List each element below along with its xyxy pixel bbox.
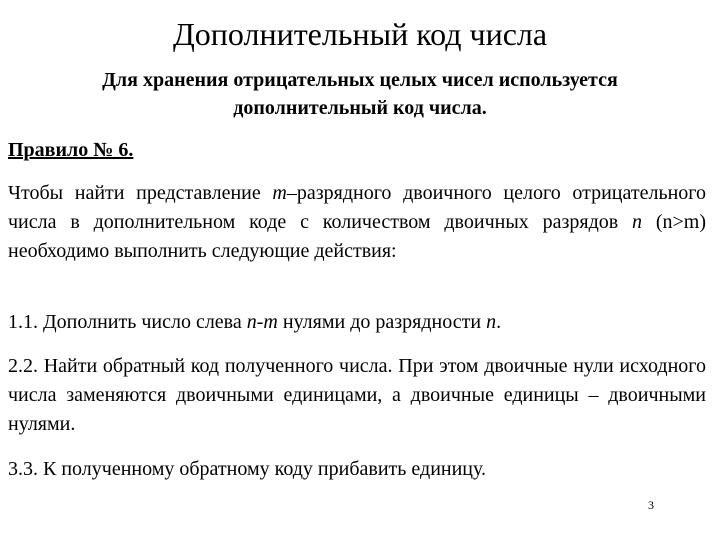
var-n-step1: n <box>486 311 497 333</box>
var-m: m <box>272 182 287 204</box>
page-number: 3 <box>648 498 654 512</box>
step-2-paragraph: 2.2. Найти обратный код полученного числа. При этом двоичные нули исходного числа заменяются двоичными единицами, а двоичные единицы – двоичными нулями. <box>8 355 706 435</box>
var-n: n <box>632 211 643 233</box>
intro-paragraph <box>8 179 706 266</box>
step-3-paragraph: 3.3. К полученному обратному коду прибавить единицу. <box>8 458 486 480</box>
step1-text-b: нулями до разрядности <box>277 311 487 333</box>
step1-text-c: . <box>496 311 502 333</box>
slide-title: Дополнительный код числа <box>172 16 548 52</box>
var-n-minus-m: n-m <box>246 311 278 333</box>
rule-heading: Правило № 6. <box>8 139 134 161</box>
intro-text-c: (n>m) необходимо выполнить следующие действия: <box>8 211 706 262</box>
intro-text-b: –разрядного двоичного целого отрицательного числа в дополнительном коде с количеством двоичных разрядов <box>8 182 706 233</box>
slide-subtitle: Для хранения отрицательных целых чисел используется дополнительный код числа. <box>102 69 618 119</box>
step-1-paragraph <box>8 308 706 337</box>
step1-text-a: 1.1. Дополнить число слева <box>8 311 247 333</box>
intro-text-a: Чтобы найти представление <box>8 182 273 204</box>
